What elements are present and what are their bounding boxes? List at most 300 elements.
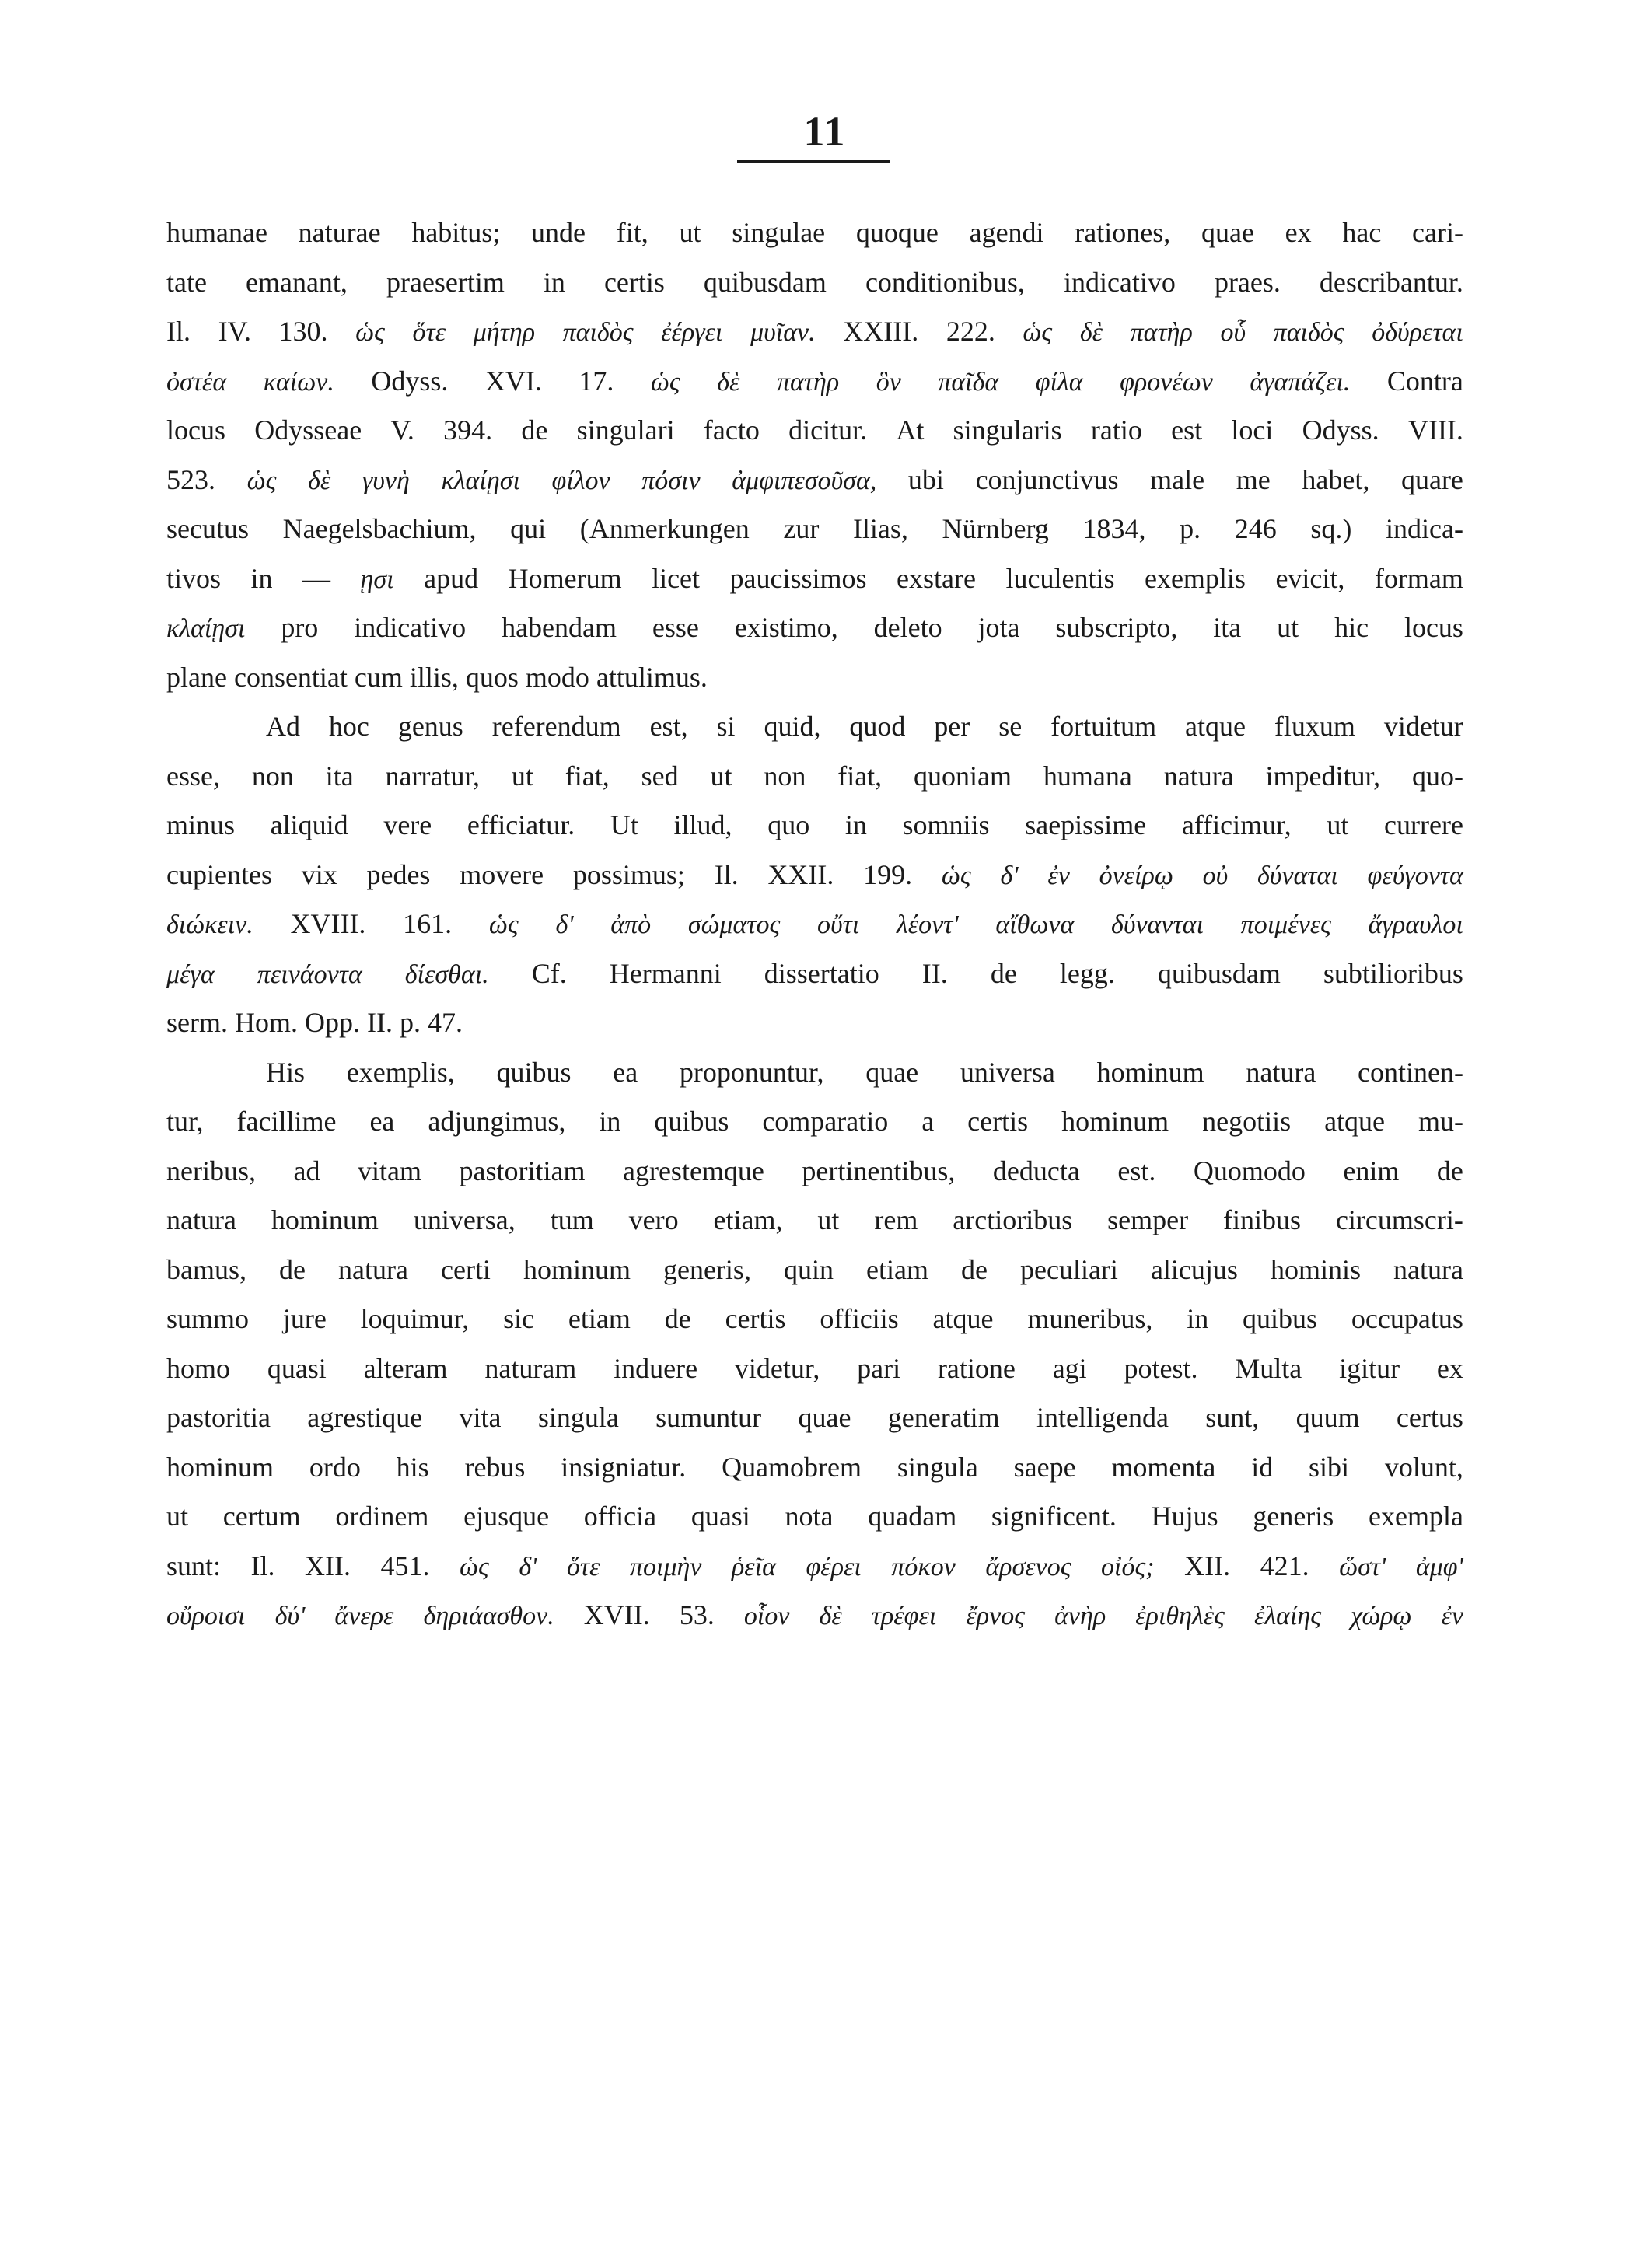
word: apud: [424, 562, 479, 594]
word: Quomodo: [1193, 1155, 1306, 1186]
word: de: [279, 1253, 306, 1285]
word: de: [990, 957, 1017, 989]
word: minus: [166, 809, 236, 840]
word: exstare: [897, 562, 976, 594]
word: certum: [222, 1501, 301, 1532]
word: hac: [1342, 217, 1382, 248]
word: neribus,: [166, 1155, 256, 1186]
word: per: [934, 711, 970, 742]
word: certis: [725, 1303, 786, 1334]
word: ut: [1327, 809, 1349, 840]
word: παιδὸς: [562, 318, 634, 347]
word: saepe: [1013, 1451, 1076, 1483]
word: ὀστέα: [166, 367, 227, 397]
word: quae: [865, 1056, 919, 1088]
page-number: 11: [803, 108, 847, 155]
word: ἀγαπάζει.: [1250, 367, 1351, 397]
word: XVII.: [583, 1599, 650, 1630]
text-line: [166, 1097, 1463, 1147]
word: loci: [1231, 414, 1274, 446]
word: οἰός;: [1101, 1552, 1155, 1581]
word: me: [1236, 463, 1271, 495]
word: quibus: [496, 1056, 572, 1088]
word: ea: [613, 1056, 638, 1088]
word: 222.: [946, 316, 995, 347]
text-line: [166, 900, 1463, 949]
word: vitam: [358, 1155, 421, 1186]
text-line: [166, 1196, 1463, 1246]
word: non: [251, 760, 294, 792]
word: 161.: [403, 908, 453, 939]
word: Multa: [1235, 1352, 1302, 1384]
word: φεύγοντα: [1367, 861, 1463, 890]
word: fiat,: [837, 760, 883, 792]
word: saepissime: [1025, 809, 1147, 840]
word: XVI.: [484, 365, 542, 397]
word: (Anmerkungen: [579, 513, 750, 544]
word: fiat,: [565, 760, 610, 792]
word: intelligenda: [1036, 1402, 1169, 1433]
word: ἐέργει: [661, 318, 723, 347]
word: ea: [369, 1106, 395, 1137]
word: οὗ: [1220, 318, 1246, 347]
word: fit,: [616, 217, 648, 248]
word: describantur.: [1319, 266, 1463, 298]
word: ratio: [1090, 414, 1142, 446]
word: Cf.: [531, 957, 567, 989]
body-text: [166, 208, 1463, 1641]
word: ὡς: [460, 1552, 489, 1581]
text-line: [166, 1492, 1463, 1542]
word: Il.: [714, 858, 739, 890]
word: quibusdam: [703, 266, 827, 298]
word: possimus;: [572, 858, 685, 890]
word: emanant,: [245, 266, 348, 298]
word: nota: [785, 1501, 834, 1532]
word: πεινάοντα: [257, 959, 362, 989]
word: generis,: [662, 1253, 751, 1285]
word: currere: [1384, 809, 1463, 840]
word: hominum: [1096, 1056, 1204, 1088]
word: οἷον: [743, 1602, 790, 1630]
word: ἄγραυλοι: [1368, 910, 1463, 939]
text-line: [166, 1246, 1463, 1295]
word: παιδὸς: [1273, 318, 1344, 347]
word: sq.): [1310, 513, 1352, 544]
word: ad: [293, 1155, 320, 1186]
word: χώρῳ: [1351, 1602, 1412, 1630]
word: ἐριθηλὲς: [1135, 1602, 1225, 1630]
word: ratione: [937, 1352, 1016, 1384]
word: πόσιν: [641, 466, 701, 495]
word: quum: [1295, 1402, 1360, 1433]
word: 421.: [1260, 1550, 1309, 1581]
text-line: [166, 949, 1463, 999]
word: ἐν: [1047, 861, 1070, 890]
word: de: [664, 1303, 691, 1334]
word: efficiatur.: [467, 809, 575, 840]
word: V.: [390, 414, 414, 446]
word: referendum: [491, 711, 621, 742]
word: ἀμφιπεσοῦσα,: [732, 466, 877, 495]
word: οὐ: [1202, 861, 1229, 890]
word: rationes,: [1075, 217, 1171, 248]
word: αἴθωνα: [995, 910, 1075, 939]
word: movere: [460, 858, 544, 890]
word: agi: [1052, 1352, 1087, 1384]
word: evicit,: [1275, 562, 1345, 594]
word: δ': [555, 910, 574, 939]
word: si: [716, 711, 736, 742]
word: 246: [1234, 513, 1277, 544]
word: φέρει: [806, 1552, 862, 1581]
word: in: [1187, 1303, 1209, 1334]
word: οὔροισι: [166, 1602, 246, 1630]
word: habet,: [1302, 463, 1370, 495]
word: ex: [1436, 1352, 1463, 1384]
word: natura: [1163, 760, 1234, 792]
word: pertinentibus,: [802, 1155, 956, 1186]
word: quare: [1400, 463, 1463, 495]
word: μέγα: [166, 959, 215, 989]
word: ἐλαίης: [1253, 1602, 1322, 1630]
word: etiam: [866, 1253, 928, 1285]
header-rule: [737, 160, 890, 163]
word: formam: [1374, 562, 1463, 594]
word: quo: [767, 809, 810, 840]
word: officia: [583, 1501, 657, 1532]
word: somniis: [902, 809, 990, 840]
word: alteram: [363, 1352, 448, 1384]
word: singula: [537, 1402, 619, 1433]
word: XXIII.: [843, 316, 919, 347]
word: Odyss.: [371, 365, 449, 397]
word: ὡς: [246, 466, 277, 495]
word: significent.: [991, 1501, 1117, 1532]
word: At: [896, 414, 925, 446]
word: quadam: [868, 1501, 957, 1532]
text-line: [166, 505, 1463, 554]
text-line: [166, 603, 1463, 653]
word: narratur,: [385, 760, 481, 792]
word: fortuitum: [1050, 711, 1157, 742]
word: πόκον: [891, 1552, 956, 1581]
word: jota: [977, 612, 1020, 643]
word: quae: [1201, 217, 1254, 248]
word: finibus: [1223, 1204, 1302, 1235]
word: singularis: [953, 414, 1062, 446]
text-line: [166, 1295, 1463, 1344]
word: ποιμένες: [1240, 910, 1331, 939]
text-line: [166, 456, 1463, 505]
word: δηριάασθον.: [423, 1602, 554, 1630]
text-line: [166, 1147, 1463, 1197]
word: hominum: [523, 1253, 631, 1285]
word: διώκειν.: [166, 910, 253, 939]
word: ἀπὸ: [610, 910, 652, 939]
word: sumuntur: [655, 1402, 762, 1433]
word: certi: [440, 1253, 491, 1285]
word: παῖδα: [938, 367, 999, 397]
word: ejusque: [463, 1501, 550, 1532]
word: μυῖαν.: [750, 318, 816, 347]
word: homo: [166, 1352, 231, 1384]
word: Odysseae: [254, 414, 362, 446]
text-line: [166, 801, 1463, 851]
word: illud,: [673, 809, 732, 840]
word: certis: [967, 1106, 1029, 1137]
word: deducta: [992, 1155, 1080, 1186]
word: se: [998, 711, 1023, 742]
word: legg.: [1059, 957, 1115, 989]
word: de: [960, 1253, 988, 1285]
word: videtur,: [734, 1352, 820, 1384]
word: δὲ: [819, 1602, 842, 1630]
word: ex: [1285, 217, 1312, 248]
word: pastoritia: [166, 1402, 271, 1433]
word: circumscri-: [1335, 1204, 1463, 1235]
word: etiam: [568, 1303, 631, 1334]
word: Ut: [610, 809, 638, 840]
word: zur: [783, 513, 820, 544]
word: semper: [1107, 1204, 1189, 1235]
word: VIII.: [1407, 414, 1463, 446]
word: Il.: [250, 1550, 275, 1581]
word: λέοντ': [896, 910, 959, 939]
word: subscripto,: [1055, 612, 1178, 643]
text-line: [166, 653, 1463, 703]
word: μήτηρ: [473, 318, 536, 347]
word: generis: [1253, 1501, 1334, 1532]
text-line: [166, 702, 1463, 752]
word: ἀμφ': [1415, 1552, 1463, 1581]
word: facto: [703, 414, 760, 446]
word: natura: [1246, 1056, 1316, 1088]
word: ὡς: [488, 910, 519, 939]
word: ut: [166, 1501, 189, 1532]
word: quid,: [764, 711, 821, 742]
word: in: [599, 1106, 621, 1137]
word: in: [543, 266, 565, 298]
word: His: [266, 1056, 306, 1088]
word: ποιμὴν: [629, 1552, 702, 1581]
word: IV.: [218, 316, 251, 347]
word: dicitur.: [788, 414, 868, 446]
word: quod: [849, 711, 906, 742]
word: δὲ: [1079, 318, 1103, 347]
word: 53.: [679, 1599, 715, 1630]
word: negotiis: [1202, 1106, 1292, 1137]
word: tum: [550, 1204, 594, 1235]
text-line: [166, 1542, 1463, 1592]
word: Homerum: [508, 562, 622, 594]
word: singula: [897, 1451, 978, 1483]
word: universa,: [413, 1204, 516, 1235]
word: ὡς: [355, 318, 385, 347]
text-line: [166, 1344, 1463, 1394]
word: ὀδύρεται: [1372, 318, 1463, 347]
word: loquimur,: [360, 1303, 470, 1334]
word: officiis: [820, 1303, 899, 1334]
word: ὥστ': [1339, 1552, 1386, 1581]
word: ordo: [309, 1451, 361, 1483]
word: atque: [1185, 711, 1246, 742]
word: 451.: [380, 1550, 430, 1581]
word: subtilioribus: [1323, 957, 1463, 989]
word: hominum: [271, 1204, 379, 1235]
word: conjunctivus: [975, 463, 1119, 495]
word: ut: [817, 1204, 840, 1235]
word: a: [921, 1106, 935, 1137]
word: habitus;: [411, 217, 501, 248]
text-line: [166, 1393, 1463, 1443]
word: pro: [281, 612, 319, 643]
word: insigniatur.: [561, 1451, 687, 1483]
word: vere: [383, 809, 432, 840]
word: est: [1171, 414, 1203, 446]
word: exempla: [1369, 1501, 1463, 1532]
word: licet: [652, 562, 701, 594]
word: quoniam: [914, 760, 1012, 792]
word: qui: [510, 513, 547, 544]
word: ubi: [907, 463, 944, 495]
word: ἔρνος: [966, 1602, 1025, 1630]
word: Nürnberg: [942, 513, 1049, 544]
word: fluxum: [1274, 711, 1355, 742]
word: φίλα: [1035, 367, 1083, 397]
word: his: [396, 1451, 429, 1483]
word: certis: [603, 266, 665, 298]
word: πατὴρ: [1130, 318, 1193, 347]
word: Contra: [1386, 365, 1463, 397]
word: Hujus: [1151, 1501, 1218, 1532]
word: 523.: [166, 463, 215, 495]
word: singulae: [732, 217, 826, 248]
word: ὅτε: [566, 1552, 600, 1581]
line-text: plane consentiat cum illis, quos modo attulimus.: [166, 661, 708, 693]
text-line: [166, 258, 1463, 308]
word: quo-: [1411, 760, 1463, 792]
word: δὲ: [308, 466, 331, 495]
line-text: serm. Hom. Opp. II. p. 47.: [166, 1007, 463, 1038]
word: Ad: [266, 711, 300, 742]
word: hic: [1334, 612, 1369, 643]
word: κλαίῃσι: [441, 466, 520, 495]
word: φρονέων: [1120, 367, 1213, 397]
word: pari: [857, 1352, 901, 1384]
word: hoc: [328, 711, 369, 742]
word: alicujus: [1150, 1253, 1238, 1285]
word: τρέφει: [871, 1602, 937, 1630]
word: jure: [282, 1303, 327, 1334]
word: ὡς: [1023, 318, 1053, 347]
word: κλαίῃσι: [166, 614, 246, 643]
word: 1834,: [1082, 513, 1146, 544]
word: δύνανται: [1111, 910, 1204, 939]
word: naturae: [298, 217, 381, 248]
word: quin: [783, 1253, 834, 1285]
word: σώματος: [687, 910, 781, 939]
word: rem: [874, 1204, 918, 1235]
word: afficimur,: [1181, 809, 1292, 840]
word: ὡς: [941, 861, 971, 890]
word: Il.: [166, 316, 191, 347]
word: atque: [1324, 1106, 1386, 1137]
text-line: [166, 307, 1463, 357]
word: existimo,: [734, 612, 838, 643]
word: agrestemque: [622, 1155, 764, 1186]
word: ut: [511, 760, 533, 792]
word: locus: [1404, 612, 1463, 643]
word: δ': [1000, 861, 1019, 890]
word: ut: [679, 217, 701, 248]
word: dissertatio: [764, 957, 879, 989]
word: δύ': [274, 1602, 306, 1630]
word: δὲ: [717, 367, 740, 397]
text-line: [166, 1591, 1463, 1641]
word: ἄρσενος: [985, 1552, 1071, 1581]
word: luculentis: [1005, 562, 1115, 594]
word: singulari: [576, 414, 675, 446]
word: πατὴρ: [776, 367, 840, 397]
text-line: [166, 554, 1463, 604]
word: in: [844, 809, 867, 840]
word: quibus: [1243, 1303, 1318, 1334]
word: muneribus,: [1027, 1303, 1153, 1334]
word: peculiari: [1019, 1253, 1118, 1285]
text-line: [166, 1048, 1463, 1098]
word: quibus: [654, 1106, 729, 1137]
word: tivos: [166, 562, 222, 594]
word: ῃσι: [360, 564, 394, 594]
word: universa: [960, 1056, 1055, 1088]
word: ῥεῖα: [731, 1552, 776, 1581]
word: ὡς: [650, 367, 680, 397]
word: proponuntur,: [679, 1056, 824, 1088]
word: pastoritiam: [459, 1155, 586, 1186]
word: exemplis,: [346, 1056, 455, 1088]
word: Ilias,: [852, 513, 908, 544]
word: momenta: [1111, 1451, 1216, 1483]
text-line: [166, 406, 1463, 456]
word: δ': [519, 1552, 537, 1581]
word: ut: [1277, 612, 1299, 643]
word: ordinem: [335, 1501, 429, 1532]
word: praesertim: [386, 266, 505, 298]
word: vero: [628, 1204, 679, 1235]
word: ita: [325, 760, 354, 792]
word: aliquid: [270, 809, 348, 840]
word: ut: [710, 760, 732, 792]
word: Quamobrem: [722, 1451, 862, 1483]
word: p.: [1180, 513, 1201, 544]
word: conditionibus,: [865, 266, 1025, 298]
word: indicativo: [1063, 266, 1176, 298]
word: impeditur,: [1265, 760, 1381, 792]
word: est,: [649, 711, 688, 742]
word: vita: [459, 1402, 502, 1433]
word: quasi: [267, 1352, 327, 1384]
word: volunt,: [1384, 1451, 1463, 1483]
word: naturam: [484, 1352, 577, 1384]
word: XII.: [305, 1550, 351, 1581]
word: exemplis: [1144, 562, 1246, 594]
word: quibusdam: [1157, 957, 1281, 989]
word: ὅτε: [412, 318, 446, 347]
word: humana: [1043, 760, 1132, 792]
word: tate: [166, 266, 207, 298]
word: sunt,: [1205, 1402, 1260, 1433]
